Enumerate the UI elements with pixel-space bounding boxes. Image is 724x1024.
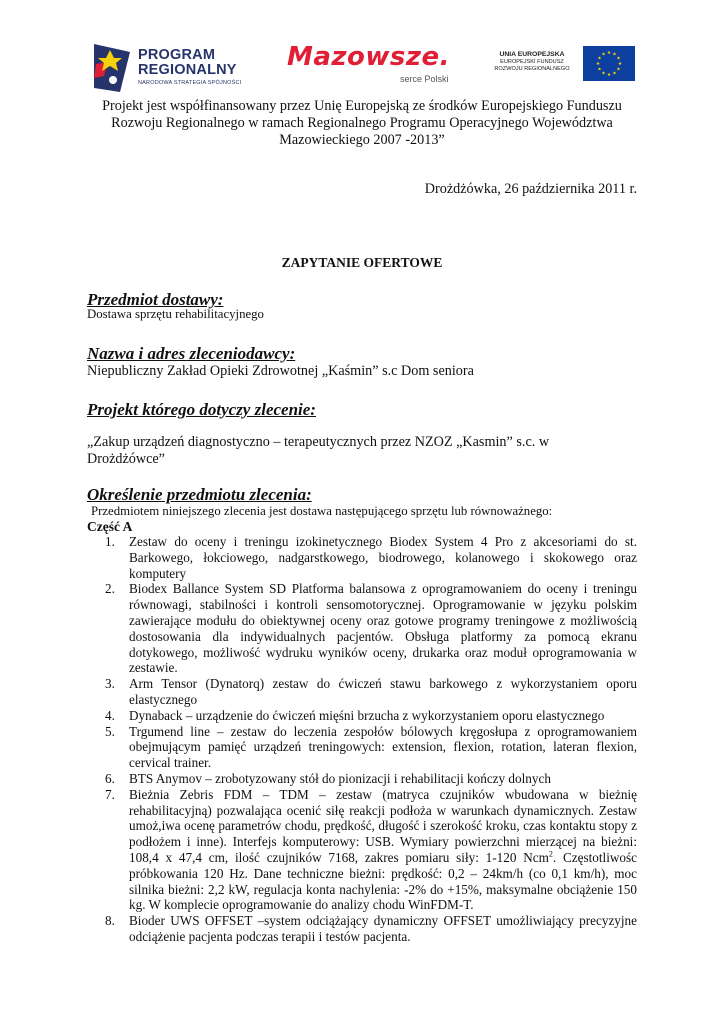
eu-flag-icon [583,46,635,81]
list-item [105,676,637,708]
eu-logo-line2: EUROPEJSKI FUNDUSZ [500,59,564,65]
list-item-text: Trgumend line – zestaw do leczenia zespołów bólowych kręgosłupa z oprogramowaniem obejmującym pamięć urządzeń treningowych: extension, flexion, rotation, lateran flexion, cervical trainer. [129,723,637,771]
eu-logo [486,46,636,86]
list-item-text-continued: . Częstotliwośc próbkowania 120 Hz. Dane techniczne bieżni: prędkość: 0,2 – 24km/h (co 0,1 km/h), moc silnika bieżni: 2,2 kW, regulacja konta nachylenia: -2% do +15%, maksymalne obciążenie 150 kg. W komplecie oprogramowanie do analizy chodu WinFDM-T. [129,849,637,913]
place-date: Drożdżówka, 26 października 2011 r. [424,181,637,197]
list-item-number: 8. [105,913,115,929]
list-item-text: Biodex Ballance System SD Platforma balansowa z oprogramowaniem do oceny i treningu równowagi, stabilności i kontroli sensomotorycznej. Oprogramowanie w języku polskim zawierające modułu do obiektywnej oceny oraz gotowe programy treningowe z możliwością dostosowania dla indywidualnych pacjentów. Obsługa platformy za pomocą ekranu dotykowego, możliwość wydruku wyników oceny, drukarka oraz moduł oprogramowania w zestawie. [129,581,637,676]
list-item-number: 2. [105,581,115,597]
list-item-text: Bioder UWS OFFSET –system odciążający dynamiczny OFFSET umożliwiający precyzyjne odciążenie pacjenta podczas terapii i testów pacjenta. [129,913,637,944]
list-item [105,913,637,945]
delivery-text: Dostawa sprzętu rehabilitacyjnego [87,307,264,321]
project-text: „Zakup urządzeń diagnostyczno – terapeutycznych przez NZOZ „Kasmin” s.c. w Drożdżówce” [87,434,550,467]
program-logo-line1: PROGRAM [138,47,216,63]
program-regionalny-emblem-icon [90,42,136,94]
subject-text: Przedmiotem niniejszego zlecenia jest dostawa następującego sprzętu lub równoważnego: [91,504,553,518]
list-item [105,724,637,771]
mazowsze-logo [283,40,463,96]
client-heading: Nazwa i adres zleceniodawcy: [87,344,296,363]
superscript-exponent: 2 [548,849,553,859]
list-item [105,581,637,676]
part-label: Część A [87,519,133,534]
list-item [105,787,637,913]
client-text: Niepubliczny Zakład Opieki Zdrowotnej „Kaśmin” s.c Dom seniora [87,363,474,379]
eu-logo-line1: UNIA EUROPEJSKA [499,51,565,58]
list-item-text: Bieżnia Zebris FDM – TDM – zestaw (matryca czujników wbudowana w bieżnię rehabilitacyjną) pozwalająca ocenić siłę reakcji podłoża w warunkach dynamicznych. Zestaw umoż,iwa ocenę parametrów chodu, prędkość, długość i szerokość kroku, czas kontaktu stopy z podłożem i inne). Interfejs komputerowy: USB. Wymiary powierzchni mierzącej na bieżni: 108,4 x 47,4 cm, ilość czujników 7168, zakres pomiaru siły: 1-120 Ncm [129,786,637,865]
list-item [105,534,637,581]
list-item-number: 5. [105,723,115,739]
list-item [105,708,637,724]
program-logo-line2: REGIONALNY [138,62,237,78]
delivery-heading: Przedmiot dostawy: [87,290,224,309]
subject-heading: Określenie przedmiotu zlecenia: [87,485,312,504]
logo-band [0,40,724,96]
program-regionalny-logo [90,42,260,94]
project-heading: Projekt którego dotyczy zlecenie: [87,400,316,419]
mazowsze-wordmark: Mazowsze. [287,42,451,72]
equipment-list [105,534,637,945]
program-logo-subtitle: NARODOWA STRATEGIA SPÓJNOŚCI [138,80,242,86]
list-item-text: BTS Anymov – zrobotyzowany stół do pionizacji i rehabilitacji kończy dolnych [129,770,551,786]
list-item-text: Dynaback – urządzenie do ćwiczeń mięśni brzucha z wykorzystaniem oporu elastycznego [129,707,605,723]
mazowsze-subtitle: serce Polski [400,74,449,84]
list-item-number: 1. [105,534,115,549]
list-item-number: 3. [105,676,115,692]
list-item-number: 4. [105,707,115,723]
list-item-text: Arm Tensor (Dynatorq) zestaw do ćwiczeń stawu barkowego z wykorzystaniem oporu elastycznego [129,676,637,707]
list-item [105,771,637,787]
eu-logo-line3: ROZWOJU REGIONALNEGO [494,66,570,72]
list-item-text: Zestaw do oceny i treningu izokinetycznego Biodex System 4 Pro z akcesoriami do st. Barkowego, łokciowego, nadgarstkowego, biodrowego, kolanowego i skokowego oraz komputery [129,534,637,581]
cofinancing-statement: Projekt jest współfinansowany przez Unię Europejską ze środków Europejskiego Funduszu Rozwoju Regionalnego w ramach Regionalnego Programu Operacyjnego Województwa Mazowieckiego 2007 -2013” [102,98,622,148]
document-title: ZAPYTANIE OFERTOWE [281,255,443,270]
list-item-number: 6. [105,770,115,786]
list-item-number: 7. [105,786,115,802]
